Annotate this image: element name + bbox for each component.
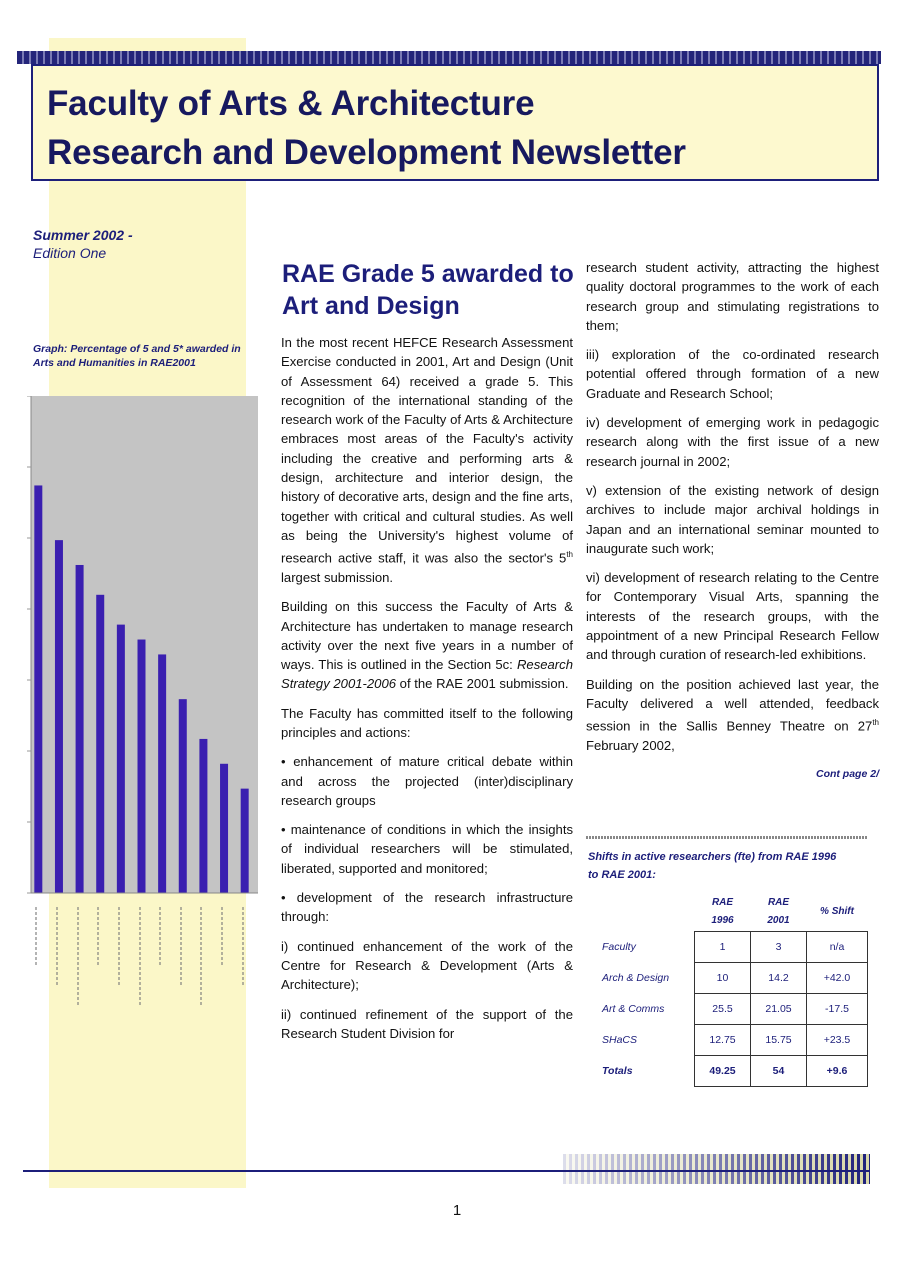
article-paragraph: Building on the position achieved last year, the Faculty delivered a well attended, feedback session in the Sallis Benney Theatre on 27th February 2002,	[586, 676, 879, 753]
chart-x-label-mark	[56, 905, 58, 985]
page-number: 1	[452, 1202, 462, 1219]
table-totals-row	[592, 1056, 868, 1087]
table-cell: +23.5	[807, 1025, 868, 1056]
table-cell: -17.5	[807, 994, 868, 1025]
table-cell: 3	[751, 932, 807, 963]
table-cell: 1	[695, 932, 751, 963]
table-cell: 54	[751, 1056, 807, 1087]
header-decorative-bar	[17, 51, 881, 64]
masthead-title-line2: Research and Development Newsletter	[47, 133, 686, 172]
chart-x-label-mark	[139, 905, 141, 1005]
row-label: Arch & Design	[602, 972, 670, 984]
table-header: RAE 2001	[767, 897, 790, 926]
table-cell: 21.05	[751, 994, 807, 1025]
article-paragraph: Building on this success the Faculty of Arts & Architecture has undertaken to manage research activity over the next five years in a number of ways. This is outlined in the Section 5c: Research Strategy 2001-2006 of the RAE 2001 submission.	[281, 599, 573, 692]
table-header: % Shift	[820, 906, 854, 917]
row-label: Art & Comms	[602, 1003, 665, 1015]
article-bullet: • development of the research infrastructure through:	[281, 890, 573, 925]
chart-x-label-mark	[221, 905, 223, 965]
article-list-item: iii) exploration of the co-ordinated research potential offered through formation of a new Graduate and Research School;	[586, 347, 879, 401]
rae-bar-chart	[25, 396, 258, 901]
graph-caption: Graph: Percentage of 5 and 5* awarded in Arts and Humanities in RAE2001	[33, 343, 241, 369]
article-list-item: vi) development of research relating to the Centre for Contemporary Visual Arts, spanning the interests of the research groups, with the appointment of a new Principal Research Fellow and through curation of research-led exhibitions.	[586, 570, 879, 663]
table-row	[592, 1025, 868, 1056]
table-cell: 25.5	[695, 994, 751, 1025]
article-headline: RAE Grade 5 awarded to Art and Design	[282, 260, 574, 320]
chart-x-label-mark	[118, 905, 120, 985]
table-header-row	[592, 893, 868, 932]
chart-bar	[179, 699, 187, 893]
chart-bar	[241, 789, 249, 893]
row-label: Totals	[602, 1065, 633, 1077]
row-label: Faculty	[602, 941, 636, 953]
divider	[586, 836, 868, 839]
article-paragraph: In the most recent HEFCE Research Assessment Exercise conducted in 2001, Art and Design (Unit of Assessment 64) received a grade 5. This recognition of the international standing of the research work of the Faculty of Arts & Architecture embraces most areas of the Faculty's activity including the creative and performing arts & design, architecture and interior design, the history of decorative arts, design and the fine arts, together with critical and cultural studies. As well as being the University's highest volume of research active staff, it was also the sector's 5th largest submission.	[281, 335, 573, 585]
edition-info	[33, 226, 133, 262]
chart-bar	[220, 764, 228, 893]
chart-x-label-mark	[180, 905, 182, 985]
article-paragraph: The Faculty has committed itself to the following principles and actions:	[281, 705, 573, 740]
chart-bar	[117, 625, 125, 893]
continued-link[interactable]: Cont page 2/	[815, 768, 879, 781]
shifts-table	[592, 893, 868, 1087]
article-list-item: i) continued enhancement of the work of the Centre for Research & Development (Arts & Architecture);	[281, 938, 573, 993]
footer-decorative-bar	[563, 1154, 870, 1184]
table-cell: +9.6	[807, 1056, 868, 1087]
table-header: RAE 1996	[711, 897, 734, 926]
chart-bar	[96, 595, 104, 893]
chart-x-label-mark	[35, 905, 37, 965]
chart-bar	[138, 640, 146, 893]
table-row	[592, 932, 868, 963]
edition-date: Summer 2002 -	[33, 227, 133, 243]
table-cell: 15.75	[751, 1025, 807, 1056]
table-cell: 12.75	[695, 1025, 751, 1056]
chart-bar	[76, 565, 84, 893]
table-cell: +42.0	[807, 963, 868, 994]
article-list-item: research student activity, attracting the highest quality doctoral programmes to the work of each research group and stimulating registrations to them;	[586, 260, 879, 333]
chart-bar	[34, 485, 42, 893]
chart-bar	[55, 540, 63, 893]
masthead-title-line1: Faculty of Arts & Architecture	[47, 84, 535, 123]
chart-x-labels	[25, 905, 258, 1025]
chart-bar	[199, 739, 207, 893]
row-label: SHaCS	[602, 1034, 638, 1046]
table-row	[592, 963, 868, 994]
edition-number: Edition One	[33, 245, 107, 261]
article-list-item: v) extension of the existing network of design archives to include major archival holdings in Japan and an international seminar mounted to inaugurate such work;	[586, 482, 879, 556]
table-cell: 10	[695, 963, 751, 994]
article-column-1	[281, 333, 573, 1053]
chart-bar	[158, 654, 166, 893]
article-column-2	[586, 258, 879, 794]
table-cell: 14.2	[751, 963, 807, 994]
table-cell: 49.25	[695, 1056, 751, 1087]
chart-x-label-mark	[77, 905, 79, 1005]
table-cell: n/a	[807, 932, 868, 963]
article-bullet: • maintenance of conditions in which the insights of individual researchers will be stimulated, liberated, supported and monitored;	[281, 822, 573, 876]
article-list-item: iv) development of emerging work in pedagogic research along with the first issue of a new research journal in 2002;	[586, 415, 879, 469]
article-bullet: • enhancement of mature critical debate within and across the projected (inter)disciplinary research groups	[281, 754, 573, 808]
article-list-item: ii) continued refinement of the support of the Research Student Division for	[281, 1006, 573, 1041]
chart-x-label-mark	[242, 905, 244, 985]
table-row	[592, 994, 868, 1025]
chart-x-label-mark	[159, 905, 161, 965]
footer-rule	[23, 1170, 870, 1172]
chart-x-label-mark	[97, 905, 99, 965]
chart-x-label-mark	[200, 905, 202, 1005]
table-caption: Shifts in active researchers (fte) from RAE 1996 to RAE 2001:	[588, 851, 837, 881]
